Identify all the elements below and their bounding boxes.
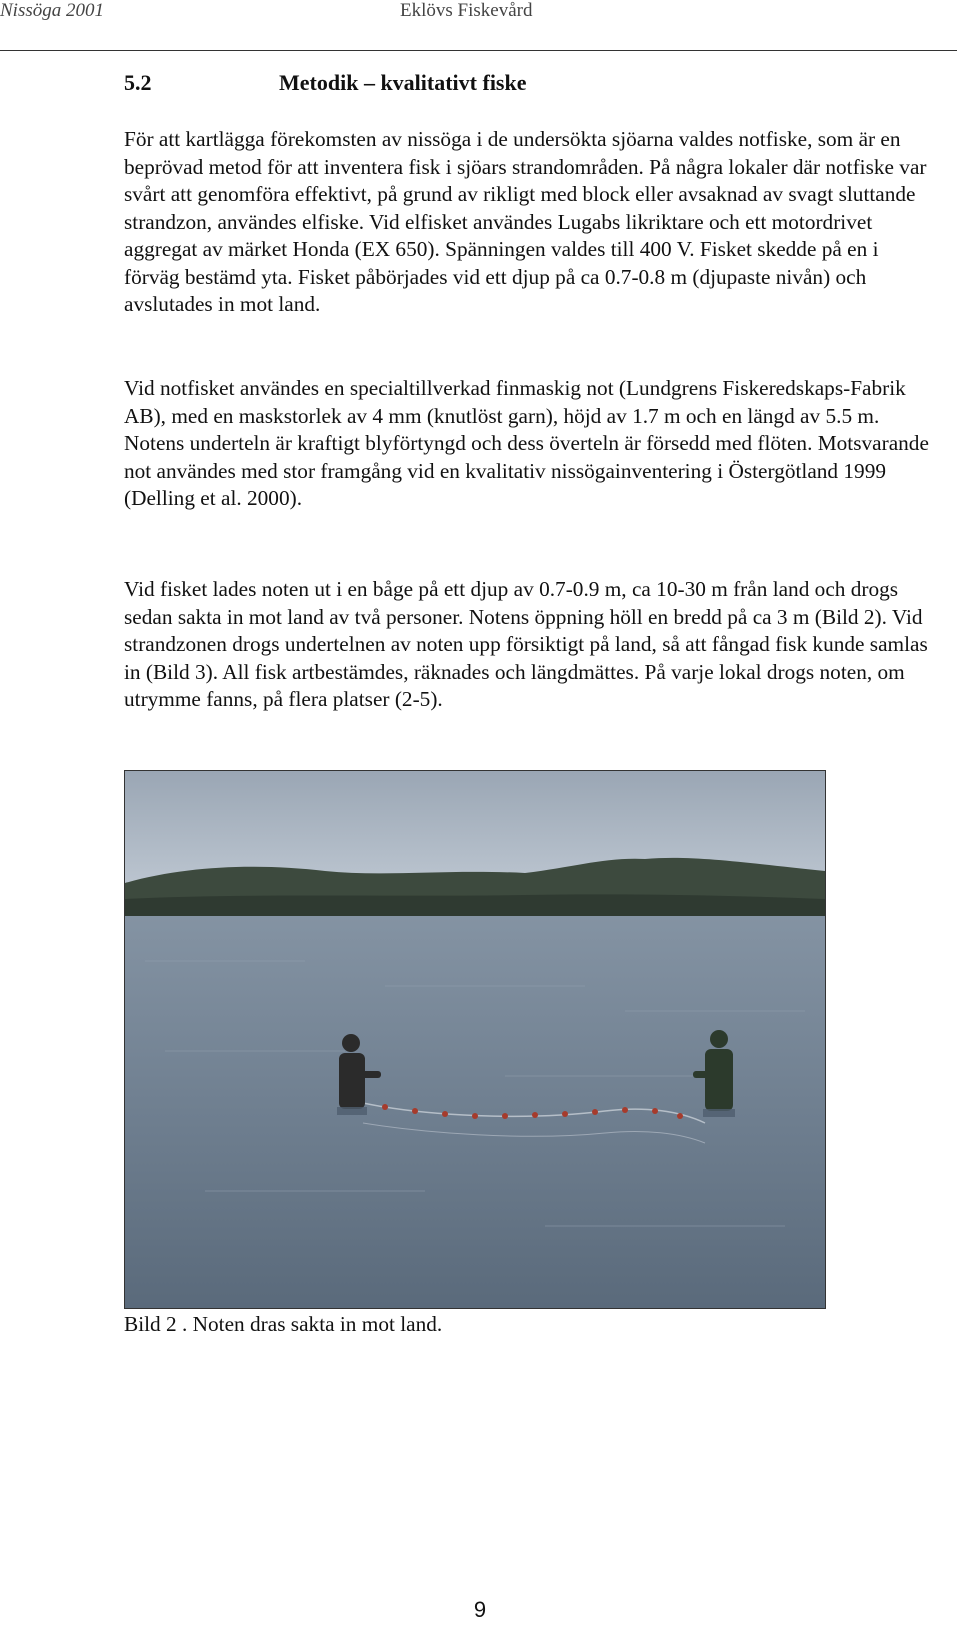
page-number: 9 [473, 1597, 487, 1622]
header-right-text: Eklövs Fiskevård [400, 0, 533, 21]
paragraph-text: För att kartlägga förekomsten av nissöga i de undersökta sjöarna valdes notfiske, som är en beprövad metod för att inventera fisk i sjöars strandområden. På några lokaler där notfiske var svårt att genomföra effektivt, på grund av rikligt med block eller avsaknad av svagt sluttande strandzon, användes elfiske. Vid elfisket användes Lugabs likriktare och ett motordrivet aggregat av märket Honda (EX 650). Spänningen valdes till 400 V. Fisket skedde på en i förväg bestämd yta. Fisket påbörjades vid ett djup på ca 0.7-0.8 m (djupaste nivån) och avslutades in mot land. [124, 127, 927, 316]
paragraph-method-overview [124, 126, 934, 319]
header-left-text: Nissöga 2001 [0, 0, 104, 21]
paragraph-net-description [124, 375, 934, 513]
section-number: 5.2 [124, 70, 152, 95]
section-title: Metodik – kvalitativt fiske [279, 70, 527, 95]
section-heading [124, 70, 527, 96]
paragraph-fishing-procedure [124, 576, 934, 714]
header-rule [0, 50, 957, 51]
photo-seine-fishing [124, 770, 826, 1309]
paragraph-text: Vid fisket lades noten ut i en båge på ett djup av 0.7-0.9 m, ca 10-30 m från land och drogs sedan sakta in mot land av två personer. Notens öppning höll en bredd på ca 3 m (Bild 2). Vid strandzonen drogs undertelnen av noten upp försiktigt på land, så att fångad fisk kunde samlas in (Bild 3). All fisk artbestämdes, räknades och längdmättes. På varje lokal drogs noten, om utrymme fanns, på flera platser (2-5). [124, 577, 928, 711]
running-header [0, 0, 960, 44]
paragraph-text: Vid notfisket användes en specialtillverkad finmaskig not (Lundgrens Fiskeredskaps-Fabrik AB), med en maskstorlek av 4 mm (knutlöst garn), höjd av 1.7 m och en längd av 5.5 m. Notens underteln är kraftigt blyförtyngd och dess överteln är försedd med flöten. Motsvarande not användes med stor framgång vid en kvalitativ nissögainventering i Östergötland 1999 (Delling et al. 2000). [124, 376, 929, 510]
figure-caption: Bild 2 . Noten dras sakta in mot land. [124, 1312, 443, 1336]
